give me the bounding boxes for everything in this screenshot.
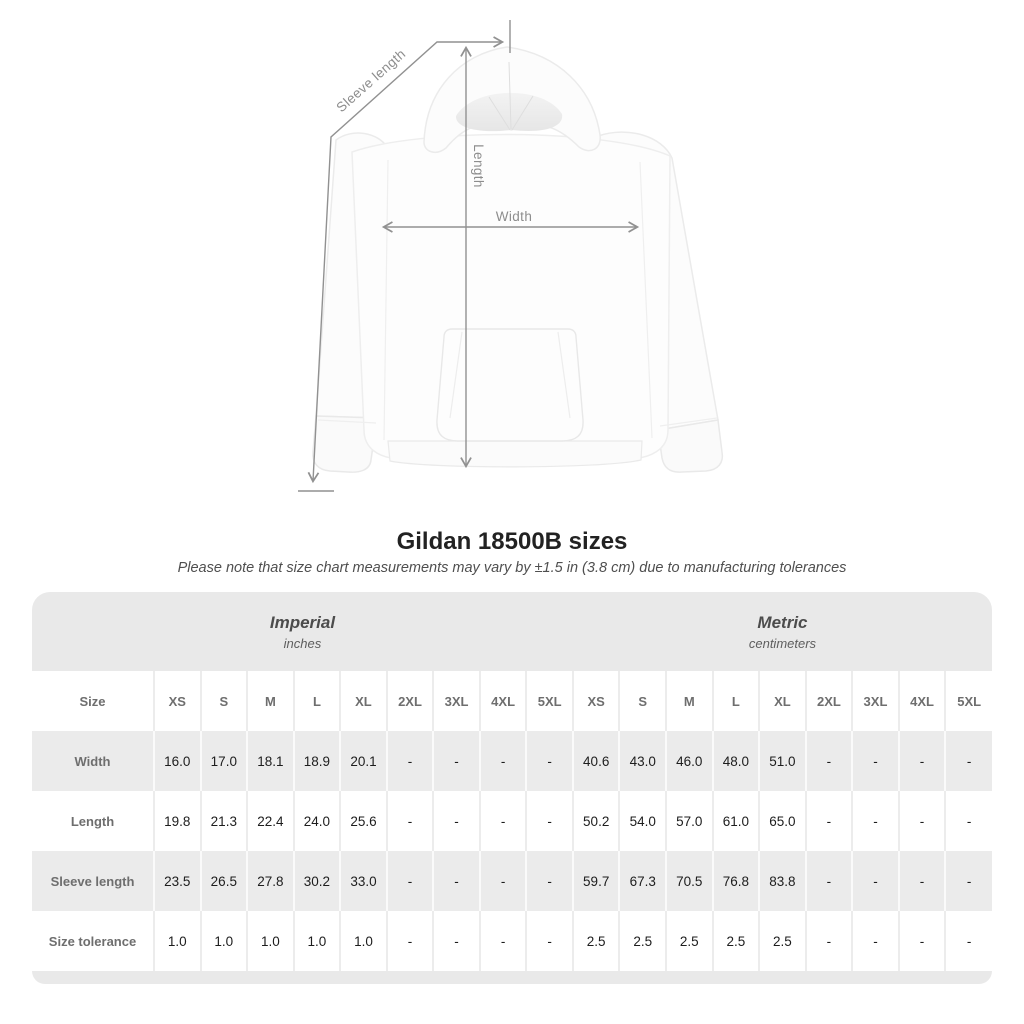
value-cell: - bbox=[899, 791, 946, 851]
value-cell: 61.0 bbox=[713, 791, 760, 851]
size-col-header: XS bbox=[573, 671, 620, 731]
value-cell: - bbox=[899, 911, 946, 971]
value-cell: 67.3 bbox=[619, 851, 666, 911]
value-cell: - bbox=[480, 911, 527, 971]
value-cell: - bbox=[806, 731, 853, 791]
imperial-title: Imperial bbox=[269, 612, 336, 632]
size-col-header: 5XL bbox=[945, 671, 992, 731]
value-cell: - bbox=[899, 731, 946, 791]
title-block bbox=[0, 528, 1024, 578]
size-col-header: XL bbox=[340, 671, 387, 731]
table-row bbox=[32, 851, 992, 911]
value-cell: - bbox=[526, 911, 573, 971]
value-cell: - bbox=[526, 731, 573, 791]
size-col-header: 4XL bbox=[899, 671, 946, 731]
value-cell: - bbox=[945, 851, 992, 911]
table-row bbox=[32, 731, 992, 791]
value-cell: 1.0 bbox=[294, 911, 341, 971]
value-cell: 33.0 bbox=[340, 851, 387, 911]
value-cell: 1.0 bbox=[201, 911, 248, 971]
metric-title: Metric bbox=[757, 612, 808, 632]
value-cell: - bbox=[852, 851, 899, 911]
size-chart bbox=[32, 592, 992, 984]
value-cell: 70.5 bbox=[666, 851, 713, 911]
imperial-subtitle: inches bbox=[283, 635, 322, 651]
value-cell: 2.5 bbox=[666, 911, 713, 971]
length-label: Length bbox=[471, 144, 486, 188]
row-label: Size tolerance bbox=[48, 933, 137, 949]
size-chart-body bbox=[32, 731, 992, 971]
value-cell: - bbox=[852, 791, 899, 851]
size-col-header: 3XL bbox=[433, 671, 480, 731]
value-cell: 48.0 bbox=[713, 731, 760, 791]
size-col-header: XL bbox=[759, 671, 806, 731]
value-cell: - bbox=[480, 731, 527, 791]
table-row bbox=[32, 911, 992, 971]
value-cell: - bbox=[899, 851, 946, 911]
value-cell: 25.6 bbox=[340, 791, 387, 851]
value-cell: - bbox=[806, 911, 853, 971]
metric-subtitle: centimeters bbox=[748, 635, 817, 651]
value-cell: - bbox=[480, 851, 527, 911]
value-cell: 23.5 bbox=[154, 851, 201, 911]
value-cell: 24.0 bbox=[294, 791, 341, 851]
size-col-header: 4XL bbox=[480, 671, 527, 731]
size-col-header: L bbox=[294, 671, 341, 731]
value-cell: 18.1 bbox=[247, 731, 294, 791]
value-cell: 43.0 bbox=[619, 731, 666, 791]
value-cell: - bbox=[852, 731, 899, 791]
value-cell: - bbox=[433, 731, 480, 791]
value-cell: - bbox=[852, 911, 899, 971]
value-cell: 1.0 bbox=[154, 911, 201, 971]
size-col-header: M bbox=[247, 671, 294, 731]
value-cell: - bbox=[945, 911, 992, 971]
value-cell: 50.2 bbox=[573, 791, 620, 851]
size-col-header: 3XL bbox=[852, 671, 899, 731]
metric-header bbox=[573, 592, 992, 671]
value-cell: 2.5 bbox=[759, 911, 806, 971]
size-chart-table bbox=[32, 592, 992, 971]
value-cell: - bbox=[945, 791, 992, 851]
value-cell: - bbox=[387, 791, 434, 851]
page-subtitle: Please note that size chart measurements may vary by ±1.5 in (3.8 cm) due to manufacturing tolerances bbox=[177, 560, 847, 576]
value-cell: - bbox=[806, 851, 853, 911]
value-cell: 16.0 bbox=[154, 731, 201, 791]
value-cell: 2.5 bbox=[573, 911, 620, 971]
value-cell: 21.3 bbox=[201, 791, 248, 851]
value-cell: - bbox=[526, 851, 573, 911]
value-cell: 2.5 bbox=[619, 911, 666, 971]
value-cell: 65.0 bbox=[759, 791, 806, 851]
hoodie-illustration bbox=[313, 47, 722, 472]
value-cell: 59.7 bbox=[573, 851, 620, 911]
value-cell: 46.0 bbox=[666, 731, 713, 791]
value-cell: 18.9 bbox=[294, 731, 341, 791]
size-column-label: Size bbox=[79, 693, 106, 709]
page-title: Gildan 18500B sizes bbox=[396, 528, 628, 555]
value-cell: 26.5 bbox=[201, 851, 248, 911]
unit-header-row bbox=[32, 592, 992, 671]
imperial-header bbox=[32, 592, 573, 671]
row-label: Sleeve length bbox=[50, 873, 135, 889]
value-cell: 22.4 bbox=[247, 791, 294, 851]
value-cell: - bbox=[806, 791, 853, 851]
value-cell: 19.8 bbox=[154, 791, 201, 851]
value-cell: 1.0 bbox=[340, 911, 387, 971]
row-label: Length bbox=[70, 813, 115, 829]
size-col-header: 2XL bbox=[387, 671, 434, 731]
value-cell: 30.2 bbox=[294, 851, 341, 911]
value-cell: 40.6 bbox=[573, 731, 620, 791]
size-col-header: S bbox=[619, 671, 666, 731]
value-cell: 2.5 bbox=[713, 911, 760, 971]
value-cell: - bbox=[387, 731, 434, 791]
value-cell: - bbox=[433, 791, 480, 851]
value-cell: 51.0 bbox=[759, 731, 806, 791]
size-col-header: XS bbox=[154, 671, 201, 731]
size-col-header: 5XL bbox=[526, 671, 573, 731]
value-cell: 1.0 bbox=[247, 911, 294, 971]
sleeve-length-label: Sleeve length bbox=[333, 46, 409, 116]
size-col-header: M bbox=[666, 671, 713, 731]
value-cell: 17.0 bbox=[201, 731, 248, 791]
size-header-row bbox=[32, 671, 992, 731]
value-cell: - bbox=[526, 791, 573, 851]
value-cell: - bbox=[945, 731, 992, 791]
value-cell: 83.8 bbox=[759, 851, 806, 911]
size-col-header: S bbox=[201, 671, 248, 731]
value-cell: - bbox=[480, 791, 527, 851]
value-cell: - bbox=[387, 851, 434, 911]
table-row bbox=[32, 791, 992, 851]
value-cell: - bbox=[433, 851, 480, 911]
value-cell: - bbox=[433, 911, 480, 971]
value-cell: 20.1 bbox=[340, 731, 387, 791]
value-cell: 27.8 bbox=[247, 851, 294, 911]
value-cell: 57.0 bbox=[666, 791, 713, 851]
row-label: Width bbox=[74, 753, 111, 769]
value-cell: 76.8 bbox=[713, 851, 760, 911]
size-col-header: 2XL bbox=[806, 671, 853, 731]
size-col-header: L bbox=[713, 671, 760, 731]
value-cell: 54.0 bbox=[619, 791, 666, 851]
width-label: Width bbox=[495, 209, 533, 224]
value-cell: - bbox=[387, 911, 434, 971]
